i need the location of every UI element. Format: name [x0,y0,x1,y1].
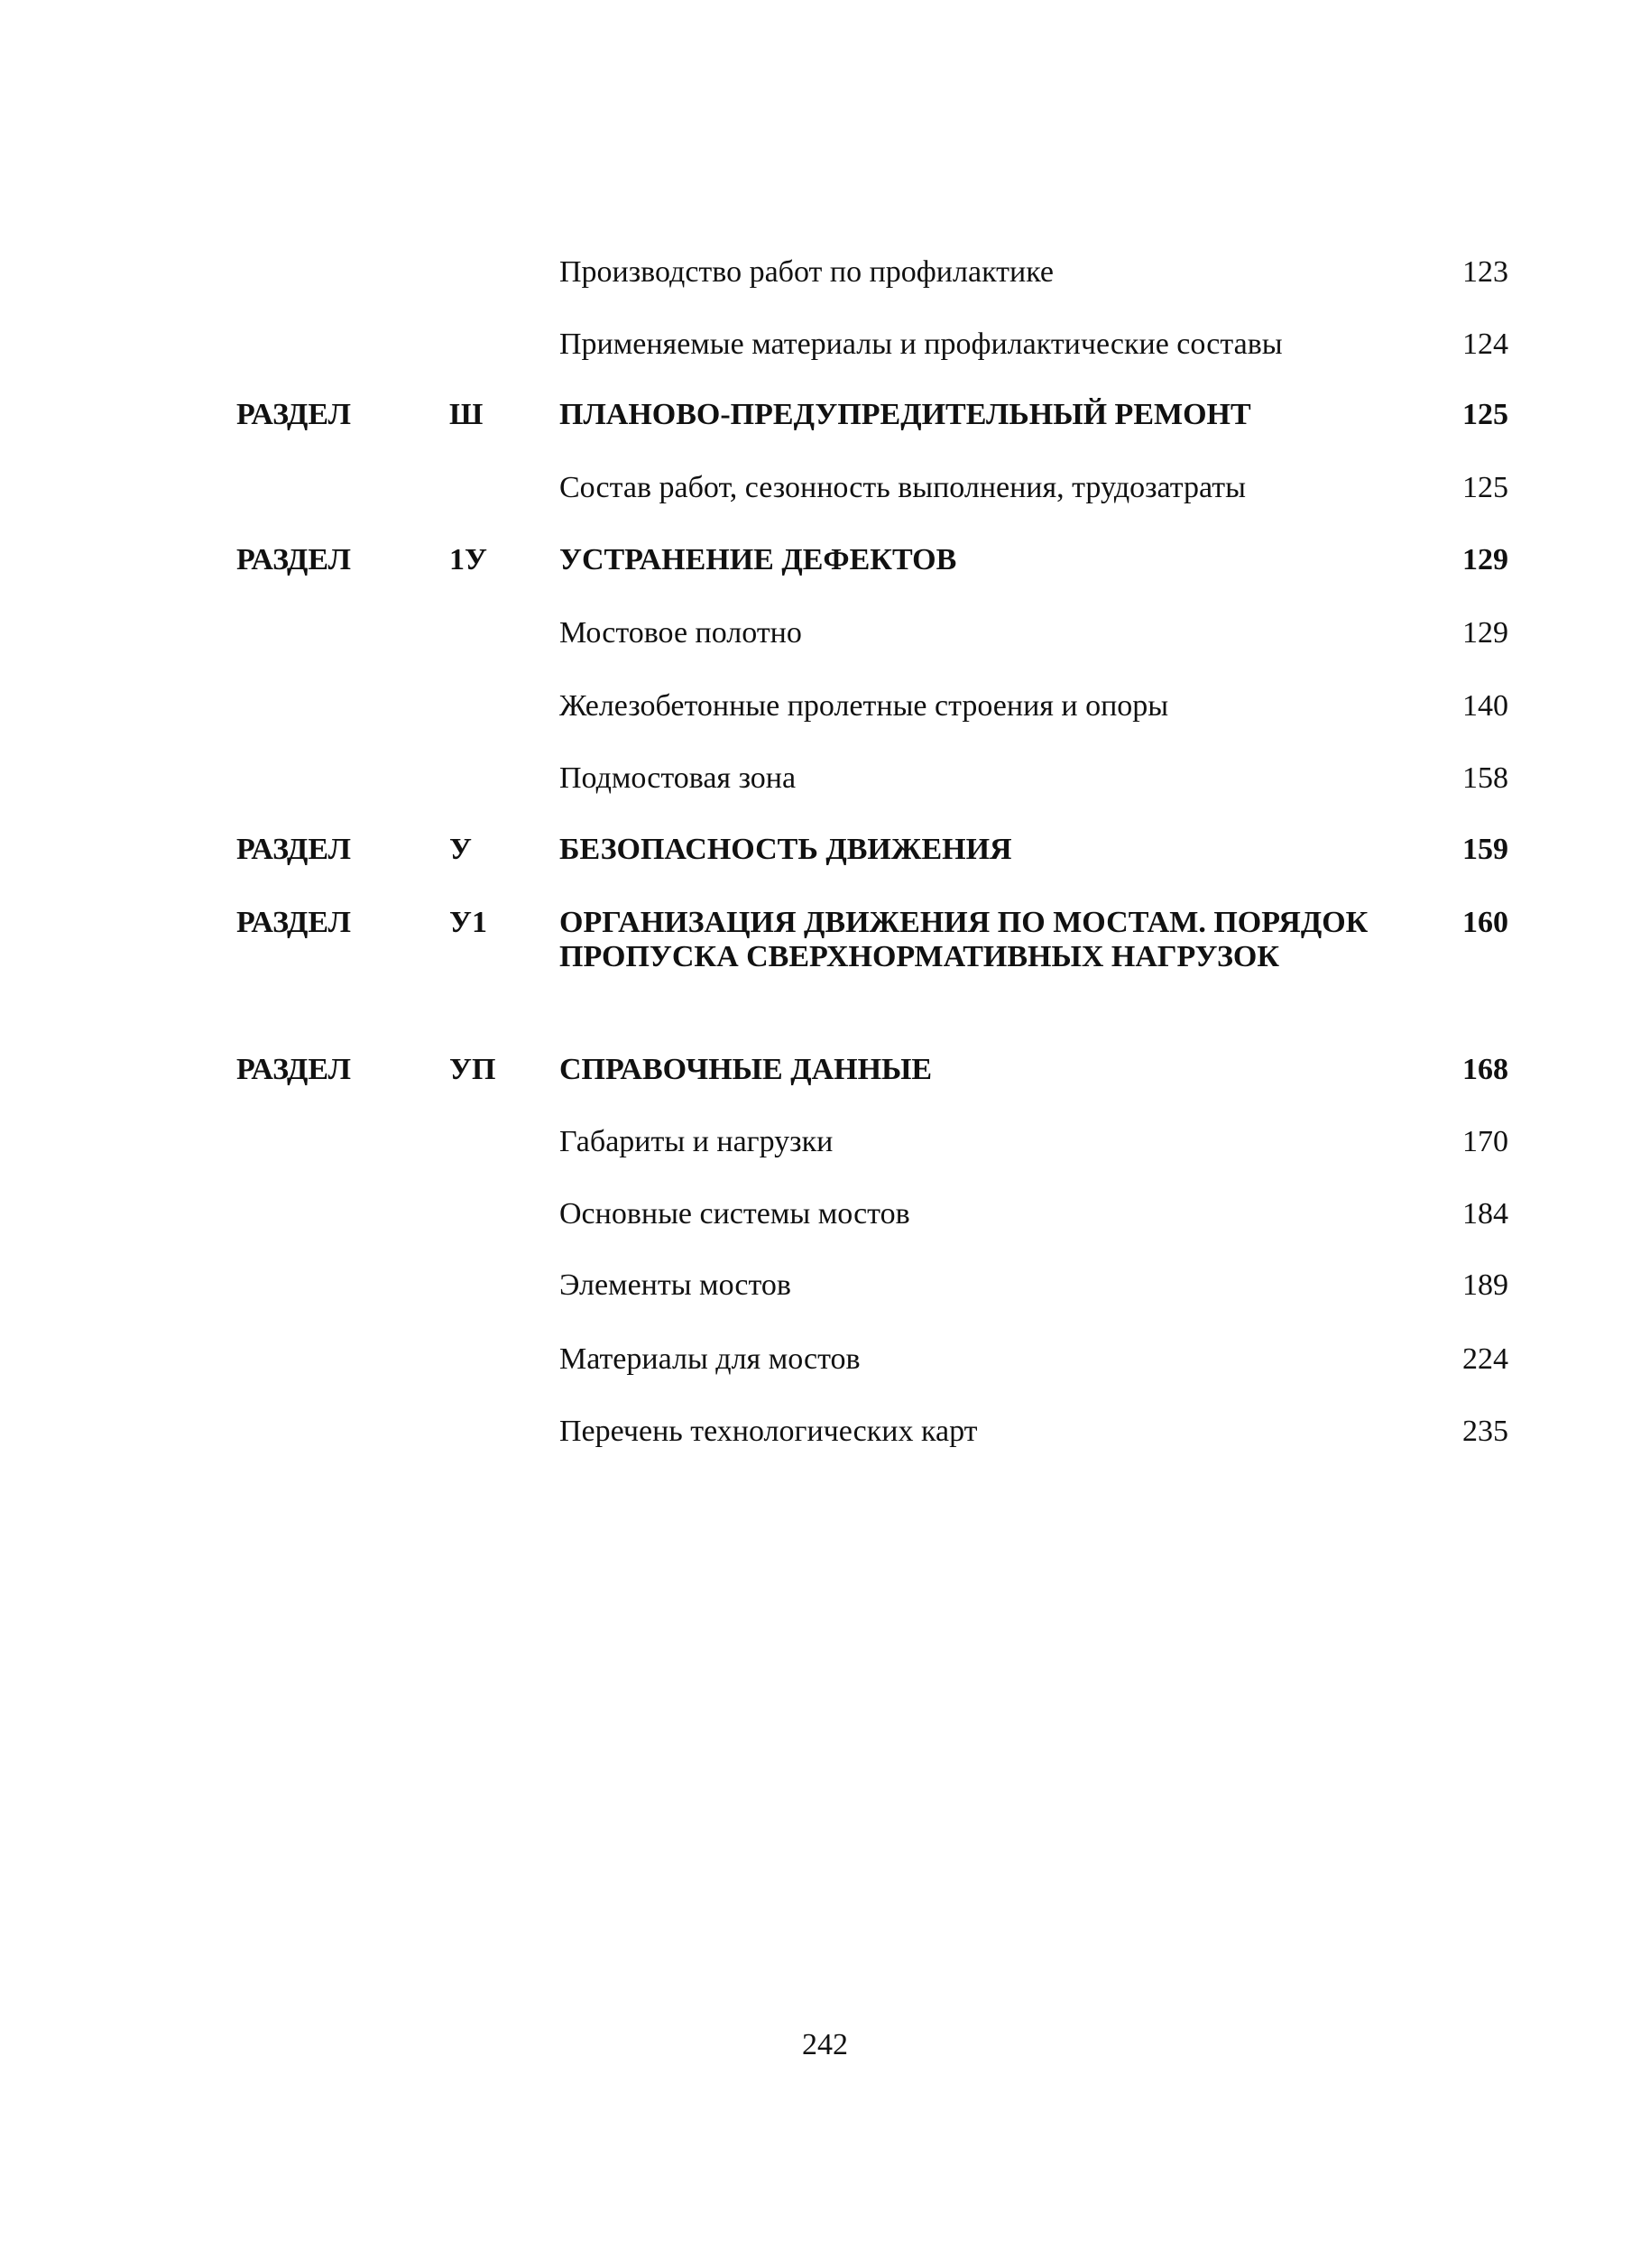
entry-page: 123 [1462,255,1508,289]
section-number: У1 [449,906,487,939]
entry-title: Габариты и нагрузки [559,1125,834,1158]
section-label: РАЗДЕЛ [236,833,351,866]
entry-title: Производство работ по профилактике [559,255,1054,289]
entry-title: Элементы мостов [559,1268,791,1302]
section-number: Ш [449,398,484,431]
entry-page: 235 [1462,1415,1508,1448]
entry-page: 129 [1462,543,1508,576]
entry-page: 189 [1462,1268,1508,1302]
section-label: РАЗДЕЛ [236,1053,351,1086]
entry-title: ПЛАНОВО-ПРЕДУПРЕДИТЕЛЬНЫЙ РЕМОНТ [559,398,1251,431]
section-number: 1У [449,543,487,576]
entry-page: 159 [1462,833,1508,866]
entry-page: 129 [1462,616,1508,650]
section-label: РАЗДЕЛ [236,906,351,939]
entry-title: Материалы для мостов [559,1342,861,1376]
entry-page: 184 [1462,1197,1508,1231]
entry-page: 125 [1462,471,1508,504]
entry-page: 124 [1462,327,1508,361]
entry-title: БЕЗОПАСНОСТЬ ДВИЖЕНИЯ [559,833,1012,866]
entry-page: 168 [1462,1053,1508,1086]
entry-title: УСТРАНЕНИЕ ДЕФЕКТОВ [559,543,957,576]
entry-title: Основные системы мостов [559,1197,910,1231]
entry-page: 224 [1462,1342,1508,1376]
page-number: 242 [802,2028,848,2061]
section-label: РАЗДЕЛ [236,543,351,576]
entry-title: Применяемые материалы и профилактические составы [559,327,1283,361]
entry-page: 140 [1462,689,1508,723]
section-number: УП [449,1053,496,1086]
entry-title: Железобетонные пролетные строения и опоры [559,689,1169,723]
entry-title: Мостовое полотно [559,616,802,650]
entry-page: 160 [1462,906,1508,939]
entry-page: 158 [1462,761,1508,795]
entry-title: Перечень технологических карт [559,1415,978,1448]
section-label: РАЗДЕЛ [236,398,351,431]
entry-page: 170 [1462,1125,1508,1158]
entry-page: 125 [1462,398,1508,431]
entry-title: Состав работ, сезонность выполнения, трудозатраты [559,471,1246,504]
entry-title: СПРАВОЧНЫЕ ДАННЫЕ [559,1053,933,1086]
entry-title: ОРГАНИЗАЦИЯ ДВИЖЕНИЯ ПО МОСТАМ. ПОРЯДОК ПРОПУСКА СВЕРХНОРМАТИВНЫХ НАГРУЗОК [559,906,1369,973]
section-number: У [449,833,472,866]
entry-title: Подмостовая зона [559,761,797,795]
